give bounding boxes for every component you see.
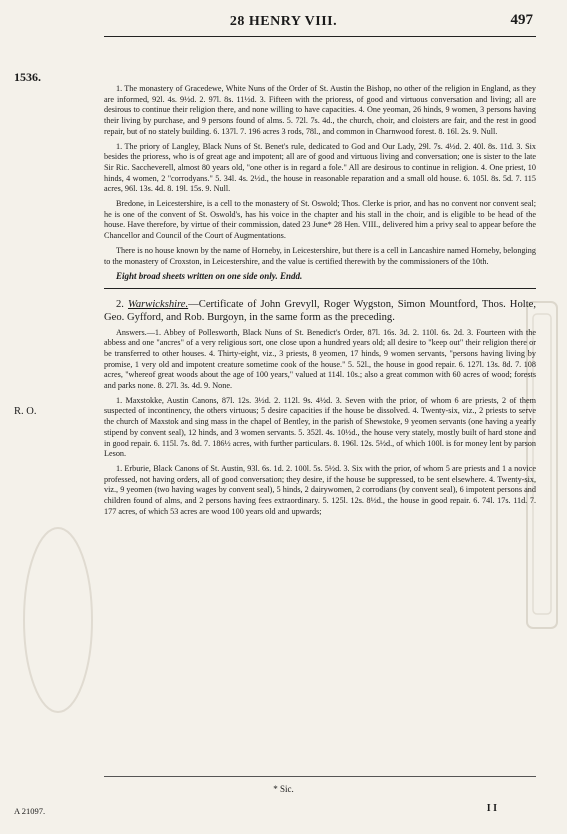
section-divider: [104, 288, 536, 289]
paragraph-gracedewe: 1. The monastery of Gracedewe, White Nuns of the Order of St. Austin the Bishop, no other of the religion in England, as they are informed, 92l. 4s. 9½d. 2. 97l. 8s. 11½d. 3. Fifteen with the prioress, of good and virtuous conversation and living; all are desirous to continue their religion there, and none willing to have capacities. 4. One yeoman, 26 hinds, 9 women, 3 persons having their living by purchase, and 9 persons found of alms. 5. 72l. 7s. 4d., the church, choir, and cloisters are fair, and the rest in good repair, but of no stately building. 6. 137l. 7. 196 acres 3 rods, 78l., and common in Charnwood forest. 8. 16l. 2s. 9. Null.: [104, 84, 536, 136]
printer-signature: A 21097.: [14, 806, 46, 816]
section-place: Warwickshire.: [128, 298, 189, 310]
paragraph-erburie: 1. Erburie, Black Canons of St. Austin, 93l. 6s. 1d. 2. 100l. 5s. 5½d. 3. Six with the prior, of whom 5 are priests and 1 a novice professed, not having orders, all of good conversation; they desire, if the house be suppressed, to be sent elsewhere. 4. Twenty-six, viz., 9 yeomen (two having wages by convent seal), 5 hinds, 2 dairywomen, 2 corrodians (by convent seal), 6 impotent persons and children found of alms, and 2 persons having fees extraordinary. 5. 125l. 12s. 8½d., the house in good repair. 6. 74l. 17s. 11d. 7. 177 acres, of which 53 acres are wood 100 years old and upwards;: [104, 463, 536, 516]
footnote: * Sic.: [273, 784, 294, 794]
gathering-mark: I I: [486, 803, 497, 814]
section-number: 2.: [116, 298, 124, 310]
margin-year: 1536.: [14, 70, 41, 84]
footnote-rule: [104, 776, 536, 777]
paragraph-horneby: There is no house known by the name of Horneby, in Leicestershire, but there is a cell in Lancashire named Horneby, belonging to the monastery of Croxston, in Leicestershire, and the value is certified therewith by the commissioners of the 10th.: [104, 245, 536, 266]
running-title: 28 HENRY VIII.: [229, 14, 338, 29]
library-stamp-watermark: [18, 520, 98, 720]
section-heading: [104, 298, 536, 325]
page-number: 497: [510, 12, 533, 28]
running-header: [0, 12, 567, 34]
main-text-column: [104, 84, 536, 522]
paragraph-maxstokke: 1. Maxstokke, Austin Canons, 87l. 12s. 3½d. 2. 112l. 9s. 4½d. 3. Seven with the prior, of whom 6 are priests, 2 of them suspected of incontinency, the others virtuous; 5 desire capacities if the house be dissolved. 4. Twenty-six, viz., 2 priests to serve the church of Maxstok and sing mass in the chapel of Bentley, in the parish of Shewstoke, 9 yeomen servants (one having a yearly stipend by convent seal), 12 hinds, and 3 women servants. 5. 352l. 4s. 10½d., the house very stately, mostly built of hard stone and in good repair. 6. 115l. 7s. 8d. 7. 186½ acres, with further particulars. 8. 196l. 12s. 5½d., of which 100l. is for money lent by parson Leson.: [104, 395, 536, 459]
paragraph-bredone: Bredone, in Leicestershire, is a cell to the monastery of St. Oswold; Thos. Clerke is prior, and has no convent nor convent seal; he is one of the convent of St. Oswold's, has his voice in the chapter and his stall in the choir, and is eligible to be head of the house. Have therefore, by virtue of their commission, dated 23 June* 28 Hen. VIII., delivered him a privy seal to appear before the Chancellor and Council of the Court of Augmentations.: [104, 199, 536, 241]
margin-source-ref: R. O.: [14, 406, 37, 417]
endnote: Eight broad sheets written on one side only. Endd.: [116, 271, 303, 282]
section-text: —Certificate of John Grevyll, Roger Wygston, Simon Mountford, Thos. Holte, Geo. Gyfford, and Rob. Burgoyn, in the same form as the preceding.: [104, 298, 536, 324]
paragraph-pollesworth: Answers.—1. Abbey of Pollesworth, Black Nuns of St. Benedict's Order, 87l. 16s. 3d. 2. 110l. 6s. 2d. 3. Fourteen with the abbess and one "ancres" of a very religious sort, one close upon a hundred years old; all desire to "keep out" their religion there or be transferred to other houses. 4. Thirty-eight, viz., 3 priests, 8 yeomen, 17 hinds, 9 women servants, "persons having living by promise, 1 very old and impotent creature sometime cook of the house." 5. 52l., the house in good repair. 6. 127l. 13s. 8d. 7. 108 acres, "whereof great woods about the age of 100 years," valued at 114l. 10s.; also a great common with 60 acres of wood; forests and parks none. 8. 27l. 3s. 4d. 9. None.: [104, 327, 536, 391]
header-rule: [104, 36, 536, 37]
paragraph-langley: 1. The priory of Langley, Black Nuns of St. Benet's rule, dedicated to God and Our Lady, 29l. 7s. 4½d. 2. 40l. 8s. 11d. 3. Six besides the prioress, who is of great age and impotent; all are of good and virtuous living and conversation; one is sister to the late Sir Ric. Saccheverell, almost 80 years old, "one other is in regard a fole." All are desirous to continue in religion. 4. One priest, 10 hinds, 4 women, 2 "corrodyans." 5. 34l. 4s. 2½d., the house in reasonable reparation and a small old house. 6. 105l. 8s. 5d. 7. 115 acres, 96l. 13s. 4d. 8. 19l. 15s. 9. Null.: [104, 141, 536, 194]
